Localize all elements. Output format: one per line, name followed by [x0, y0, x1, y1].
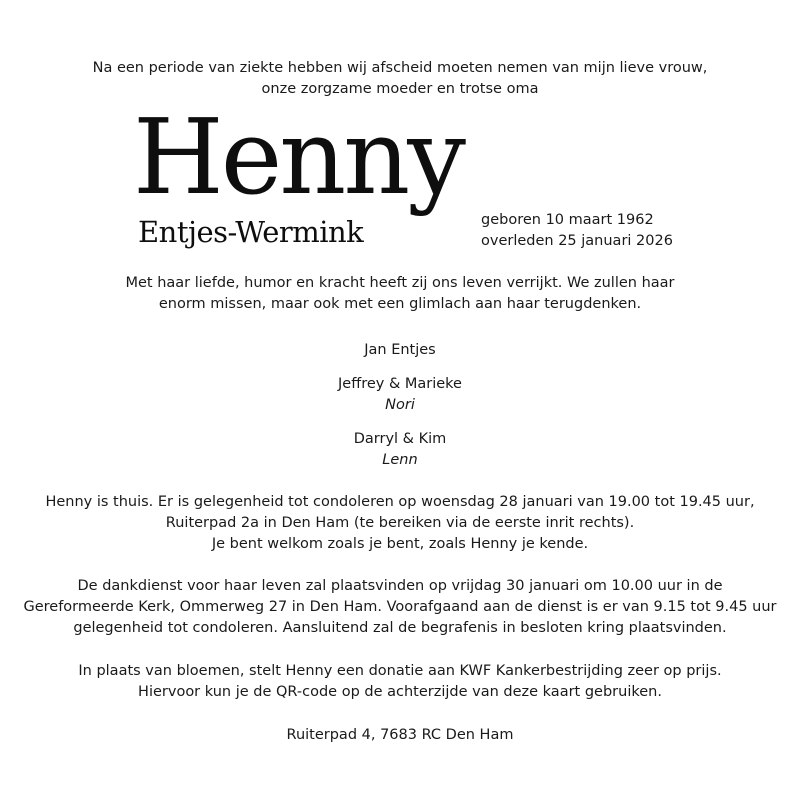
tribute-text [0, 273, 800, 315]
life-dates [481, 210, 673, 252]
child-names: Jeffrey & Marieke [338, 376, 462, 392]
tribute-line: enorm missen, maar ook met een glimlach aan haar terugdenken. [158, 296, 642, 312]
donation-line: Hiervoor kun je de QR-code op de achterzijde van deze kaart gebruiken. [138, 684, 662, 700]
service-line: Gereformeerde Kerk, Ommerweg 27 in Den Ham. Voorafgaand aan de dienst is er van 9.15 tot 9.45 uur [23, 599, 777, 615]
intro-line: onze zorgzame moeder en trotse oma [261, 81, 539, 97]
donation-text [0, 661, 800, 703]
tribute-line: Met haar liefde, humor en kracht heeft zij ons leven verrijkt. We zullen haar [125, 275, 675, 291]
address: Ruiterpad 4, 7683 RC Den Ham [286, 727, 514, 743]
address-text [0, 725, 800, 746]
condolence-line: Ruiterpad 2a in Den Ham (te bereiken via de eerste inrit rechts). [165, 515, 635, 531]
deceased-last-name: Entjes-Wermink [138, 215, 364, 249]
intro-line: Na een periode van ziekte hebben wij afscheid moeten nemen van mijn lieve vrouw, [92, 60, 708, 76]
husband-name: Jan Entjes [364, 342, 436, 358]
intro-text [0, 58, 800, 100]
death-date: overleden 25 januari 2026 [481, 233, 673, 249]
grandchild-name: Nori [385, 397, 415, 413]
condolence-line: Je bent welkom zoals je bent, zoals Henny je kende. [211, 536, 589, 552]
family-child-1 [0, 374, 800, 416]
family-husband [0, 340, 800, 361]
child-names: Darryl & Kim [353, 431, 447, 447]
service-text [0, 576, 800, 639]
service-line: De dankdienst voor haar leven zal plaatsvinden op vrijdag 30 januari om 10.00 uur in de [77, 578, 723, 594]
service-line: gelegenheid tot condoleren. Aansluitend zal de begrafenis in besloten kring plaatsvinden. [73, 620, 727, 636]
deceased-first-name: Henny [133, 96, 463, 218]
donation-line: In plaats van bloemen, stelt Henny een donatie aan KWF Kankerbestrijding zeer op prijs. [78, 663, 722, 679]
birth-date: geboren 10 maart 1962 [481, 212, 654, 228]
family-child-2 [0, 429, 800, 471]
condolence-line: Henny is thuis. Er is gelegenheid tot condoleren op woensdag 28 januari van 19.00 tot 19.45 uur, [45, 494, 755, 510]
grandchild-name: Lenn [382, 452, 418, 468]
condolence-text [0, 492, 800, 555]
